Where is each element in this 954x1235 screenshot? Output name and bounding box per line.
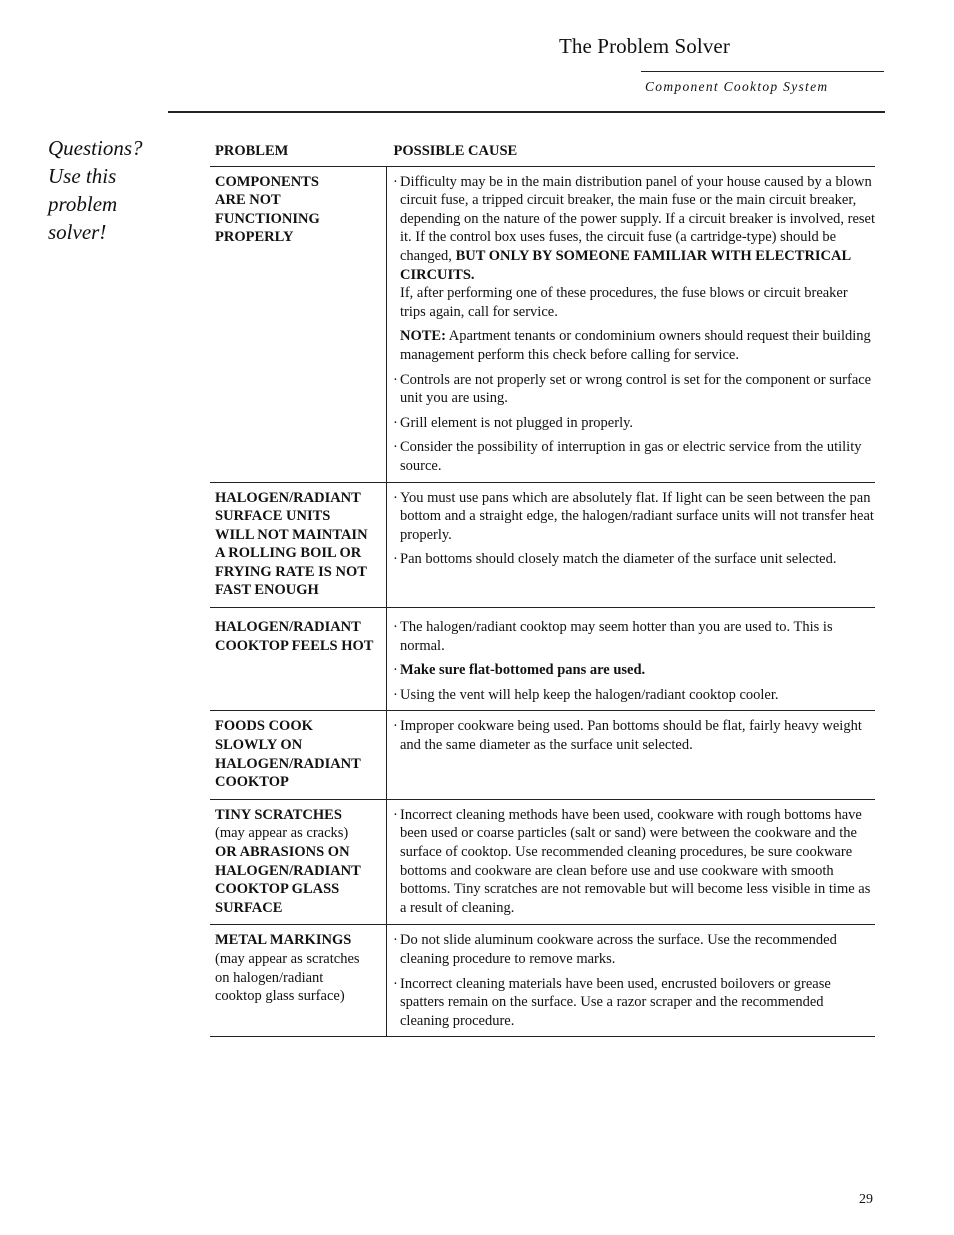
bullet-dot-icon: · [393,551,398,568]
cause-cell [387,711,876,799]
problem-line: METAL MARKINGS [215,932,352,949]
bullet-dot-icon: · [393,173,398,190]
note-label: NOTE: [400,328,446,345]
problem-line: FOODS COOK [215,718,313,735]
problem-line: WILL NOT MAINTAIN [215,526,368,543]
problem-line: on halogen/radiant [215,969,324,986]
cause-bullet: · Incorrect cleaning methods have been used, cookware with rough bottoms have been used or coarse particles (salt or sand) were between the cookware and the surface of cooktop. Use recommended cleaning procedures, be sure cookware bottoms and cookware are clean before use and use cookware with smooth bottoms. Tiny scratches are not removable but will become less visible in time as a result of cleaning. [393,806,871,916]
problem-solver-table [210,140,875,1037]
problem-line: TINY SCRATCHES [215,806,342,823]
problem-line: cooktop glass surface) [215,988,345,1005]
problem-line: HALOGEN/RADIANT [215,489,361,506]
side-note-line: solver! [48,220,107,244]
side-note-line: Questions? [48,136,143,160]
cause-cell [387,608,876,711]
problem-line: COMPONENTS [215,173,319,190]
cause-bullet: · Make sure flat-bottomed pans are used. [393,662,646,679]
cause-bullet: · You must use pans which are absolutely flat. If light can be seen between the pan bottom and a straight edge, the halogen/radiant surface units will not transfer heat properly. [393,489,874,543]
bullet-dot-icon: · [393,718,398,735]
table-row [210,799,875,925]
problem-line: SURFACE [215,899,283,916]
problem-line: OR ABRASIONS ON [215,844,350,860]
table-row [210,711,875,799]
cause-bullet: · Using the vent will help keep the halogen/radiant cooktop cooler. [393,686,779,703]
page-subtitle: Component Cooktop System [645,79,829,94]
problem-line: ARE NOT [215,192,281,209]
column-header-problem: PROBLEM [210,140,387,166]
cause-note: NOTE: Apartment tenants or condominium owners should request their building management perform this check before calling for service. [400,328,871,363]
problem-line: (may appear as scratches [215,950,360,967]
problem-line: PROPERLY [215,229,294,246]
problem-line: (may appear as cracks) [215,825,349,842]
bullet-dot-icon: · [393,439,398,456]
problem-cell [210,711,387,799]
cause-bullet: · Do not slide aluminum cookware across the surface. Use the recommended cleaning procedure to remove marks. [393,932,837,967]
problem-line: HALOGEN/RADIANT [215,755,361,772]
problem-line: HALOGEN/RADIANT [215,619,361,636]
cause-bullet: · Controls are not properly set or wrong control is set for the component or surface unit you are using. [393,371,872,407]
cause-bullet: · Incorrect cleaning materials have been used, encrusted boilovers or grease spatters remain on the surface. Use a razor scraper and the recommended cleaning procedure. [393,975,831,1029]
problem-line: A ROLLING BOIL OR [215,545,362,562]
side-note-line: Use this [48,164,117,188]
problem-cell [210,925,387,1037]
bullet-dot-icon: · [393,489,398,506]
problem-cell [210,799,387,925]
table-row [210,925,875,1037]
bullet-dot-icon: · [393,932,398,949]
table-header-row [210,140,875,166]
table-row [210,608,875,711]
problem-line: COOKTOP FEELS HOT [215,637,374,654]
table-row [210,482,875,608]
bullet-dot-icon: · [393,686,398,703]
cause-bullet: · Pan bottoms should closely match the diameter of the surface unit selected. [393,551,837,568]
problem-line: FUNCTIONING [215,210,320,227]
header-divider-long [168,111,885,113]
cause-bullet: · Consider the possibility of interruption in gas or electric service from the utility source. [393,439,862,474]
side-note-line: problem [48,192,118,216]
header-divider-short [641,71,884,72]
cause-bullet: · The halogen/radiant cooktop may seem hotter than you are used to. This is normal. [393,619,833,654]
bullet-dot-icon: · [393,414,398,431]
problem-line: HALOGEN/RADIANT [215,862,361,879]
problem-cell [210,166,387,482]
cause-cell [387,166,876,482]
cause-cell [387,925,876,1037]
bullet-dot-icon: · [393,975,398,992]
problem-cell [210,608,387,711]
side-note [48,134,178,246]
problem-line: FAST ENOUGH [215,582,319,599]
bullet-dot-icon: · [393,619,398,636]
problem-line: COOKTOP [215,774,289,791]
bullet-dot-icon: · [393,371,398,388]
cause-bullet: · Improper cookware being used. Pan bottoms should be flat, fairly heavy weight and the same diameter as the surface unit selected. [393,718,862,754]
cause-cell [387,799,876,925]
bullet-dot-icon: · [393,806,398,823]
column-header-possible-cause: POSSIBLE CAUSE [387,140,876,166]
page-number: 29 [859,1192,873,1207]
problem-cell [210,482,387,608]
problem-line: COOKTOP GLASS [215,881,340,898]
problem-line: SLOWLY ON [215,737,303,754]
problem-line: FRYING RATE IS NOT [215,563,367,580]
cause-cell [387,482,876,608]
cause-bullet: · Grill element is not plugged in properly. [393,414,634,431]
cause-bullet: · Difficulty may be in the main distribution panel of your house caused by a blown circuit fuse, a tripped circuit breaker, the main fuse or the main circuit breaker, depending on the nature of the power supply. If a circuit breaker is involved, reset it. If the control box uses fuses, the circuit fuse (a cartridge-type) should be changed, BUT ONLY BY SOMEONE FAMILIAR WITH ELECTRICAL CIRCUITS. If, after performing one of these procedures, the fuse blows or circuit breaker trips again, call for service. [393,173,875,320]
problem-line: SURFACE UNITS [215,508,331,525]
table-row [210,166,875,482]
bullet-dot-icon: · [393,662,398,679]
page-title: The Problem Solver [559,34,730,58]
